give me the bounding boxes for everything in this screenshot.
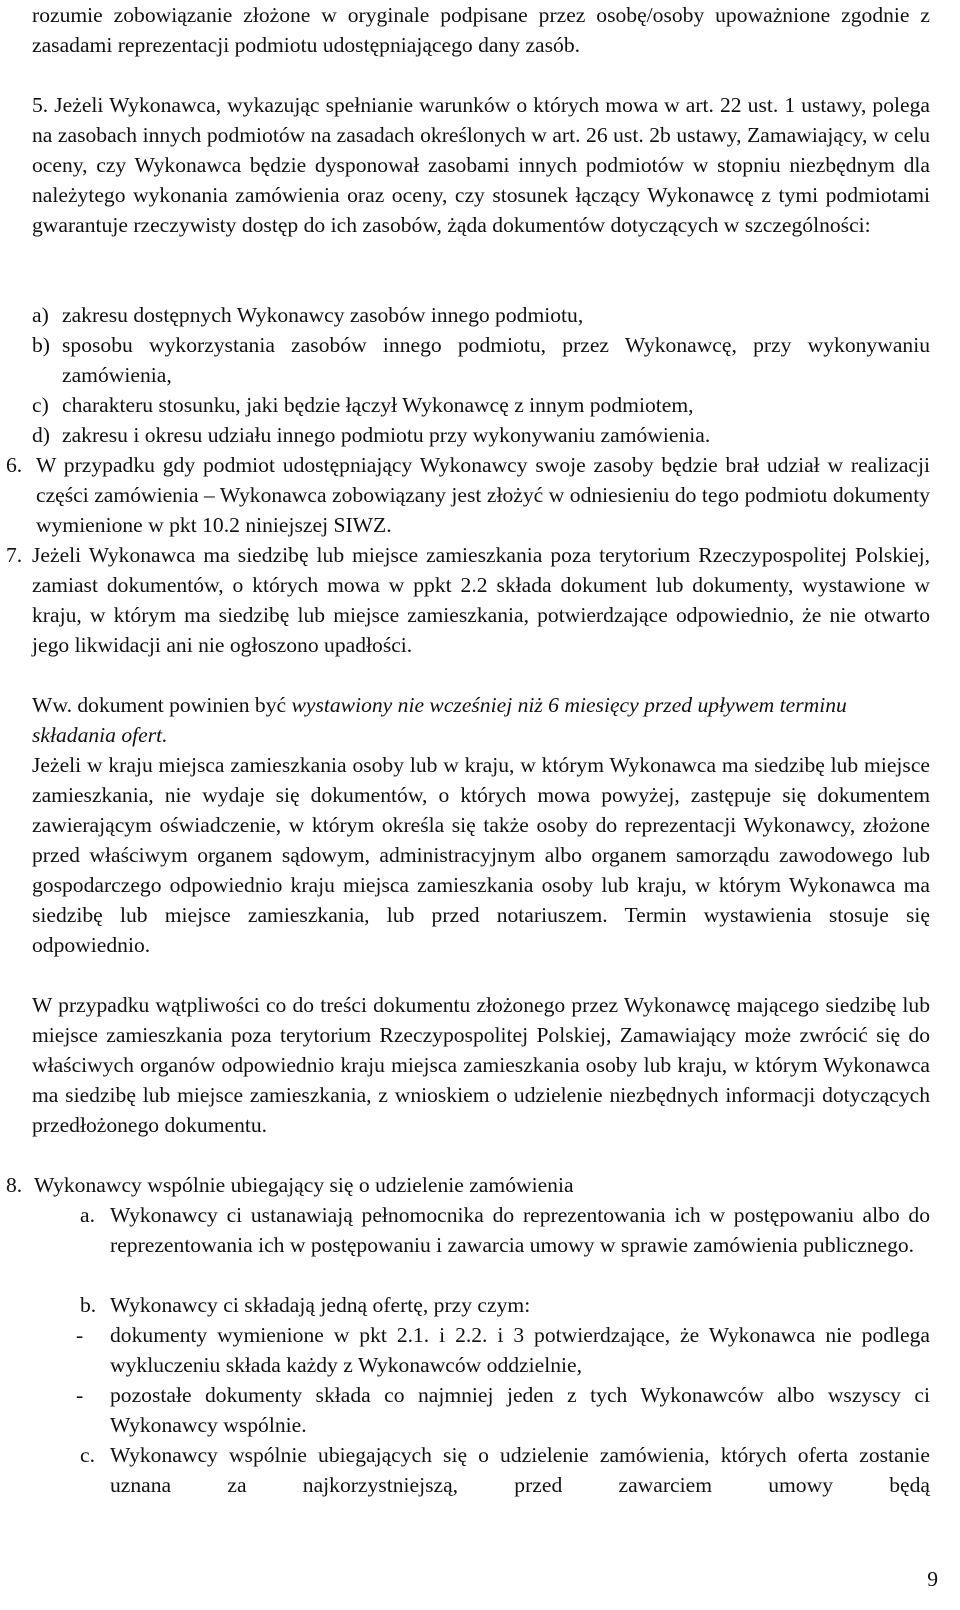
item-8c-text: Wykonawcy wspólnie ubiegających się o udzielenie zamówienia, których oferta zostanie uznana za najkorzystniejszą, przed zawarciem umowy będą [110,1443,930,1497]
section-5-body [32,90,930,240]
section-7-ww-note [32,690,930,750]
intro-text: rozumie zobowiązanie złożone w oryginale podpisane przez osobę/osoby upoważnione zgodnie z zasadami reprezentacji podmiotu udostępniającego dany zasób. [32,3,930,57]
section-5-item-c [32,390,930,420]
item-b-text: sposobu wykorzystania zasobów innego podmiotu, przez Wykonawcę, przy wykonywaniu zamówienia, [62,333,930,387]
section-8-item-c [80,1440,930,1500]
section-7 [6,540,930,660]
section-8 [6,1170,930,1200]
item-8b-text: Wykonawcy ci składają jedną ofertę, przy czym: [110,1293,531,1317]
section-8-number: 8. [6,1173,23,1197]
dash-2-label: - [76,1383,84,1407]
section-5-item-a [32,300,930,330]
dash-1-label: - [76,1323,84,1347]
ww-note-italic: wystawiony nie wcześniej niż 6 miesięcy przed upływem terminu składania ofert. [32,693,847,747]
item-8c-label: c. [80,1443,95,1467]
section-8-dash-2 [76,1380,930,1440]
item-8a-label: a. [80,1203,95,1227]
section-5-number-inline: 5. [32,93,55,117]
item-c-text: charakteru stosunku, jaki będzie łączył Wykonawcę z innym podmiotem, [62,393,694,417]
section-7-para-2 [32,750,930,960]
ww-note-prefix: Ww. dokument powinien być [32,693,292,717]
section-8-text: Wykonawcy wspólnie ubiegający się o udzielenie zamówienia [34,1173,574,1197]
item-8b-label: b. [80,1293,97,1317]
section-5-item-b [32,330,930,390]
section-6-number: 6. [6,453,23,477]
item-a-label: a) [32,303,49,327]
item-d-label: d) [32,423,50,447]
section-6-text: W przypadku gdy podmiot udostępniający Wykonawcy swoje zasoby będzie brał udział w realizacji części zamówienia – Wykonawca zobowiązany jest złożyć w odniesieniu do tego podmiotu dokumenty wymienione w pkt 10.2 niniejszej SIWZ. [36,453,930,537]
para-3-text: W przypadku wątpliwości co do treści dokumentu złożonego przez Wykonawcę mającego siedzibę lub miejsce zamieszkania poza terytorium Rzeczypospolitej Polskiej, Zamawiający może zwrócić się do właściwych organów odpowiednio kraju miejsca zamieszkania osoby lub kraju, w którym Wykonawca ma siedzibę lub miejsce zamieszkania, z wnioskiem o udzielenie niezbędnych informacji dotyczących przedłożonego dokumentu. [32,993,930,1137]
item-d-text: zakresu i okresu udziału innego podmiotu przy wykonywaniu zamówienia. [62,423,711,447]
section-7-para-3 [32,990,930,1140]
item-c-label: c) [32,393,49,417]
item-b-label: b) [32,333,50,357]
intro-paragraph [32,0,930,60]
item-a-text: zakresu dostępnych Wykonawcy zasobów innego podmiotu, [62,303,584,327]
section-5-item-d [32,420,930,450]
section-8-item-b [80,1290,930,1320]
item-8a-text: Wykonawcy ci ustanawiają pełnomocnika do reprezentowania ich w postępowaniu albo do reprezentowania ich w postępowaniu i zawarcia umowy w sprawie zamówienia publicznego. [110,1203,930,1257]
section-6 [6,450,930,540]
section-8-item-a [80,1200,930,1260]
section-8-dash-1 [76,1320,930,1380]
section-5-text: 5. Jeżeli Wykonawca, wykazując spełnianie warunków o których mowa w art. 22 ust. 1 ustawy, polega na zasobach innych podmiotów na zasadach określonych w art. 26 ust. 2b ustawy, Zamawiający, w celu oceny, czy Wykonawca będzie dysponował zasobami innych podmiotów w stopniu niezbędnym dla należytego wykonania zamówienia oraz oceny, czy stosunek łączący Wykonawcę z tymi podmiotami gwarantuje rzeczywisty dostęp do ich zasobów, żąda dokumentów dotyczących w szczególności: [32,93,930,237]
dash-2-text: pozostałe dokumenty składa co najmniej jeden z tych Wykonawców albo wszyscy ci Wykonawcy wspólnie. [110,1383,930,1437]
section-7-text: Jeżeli Wykonawca ma siedzibę lub miejsce zamieszkania poza terytorium Rzeczypospolitej Polskiej, zamiast dokumentów, o których mowa w ppkt 2.2 składa dokument lub dokumenty, wystawione w kraju, w którym ma siedzibę lub miejsce zamieszkania, potwierdzające odpowiednio, że nie otwarto jego likwidacji ani nie ogłoszono upadłości. [32,543,930,657]
page-number: 9 [927,1567,938,1591]
section-7-number: 7. [6,543,23,567]
dash-1-text: dokumenty wymienione w pkt 2.1. i 2.2. i 3 potwierdzające, że Wykonawca nie podlega wykluczeniu składa każdy z Wykonawców oddzielnie, [110,1323,930,1377]
para-2-text: Jeżeli w kraju miejsca zamieszkania osoby lub w kraju, w którym Wykonawca ma siedzibę lub miejsce zamieszkania, nie wydaje się dokumentów, o których mowa powyżej, zastępuje się dokumentem zawierającym oświadczenie, w którym określa się także osoby do reprezentacji Wykonawcy, złożone przed właściwym organem sądowym, administracyjnym albo organem samorządu zawodowego lub gospodarczego odpowiednio kraju miejsca zamieszkania osoby lub kraju, w którym Wykonawca ma siedzibę lub miejsce zamieszkania, lub przed notariuszem. Termin wystawienia stosuje się odpowiednio. [32,753,930,957]
